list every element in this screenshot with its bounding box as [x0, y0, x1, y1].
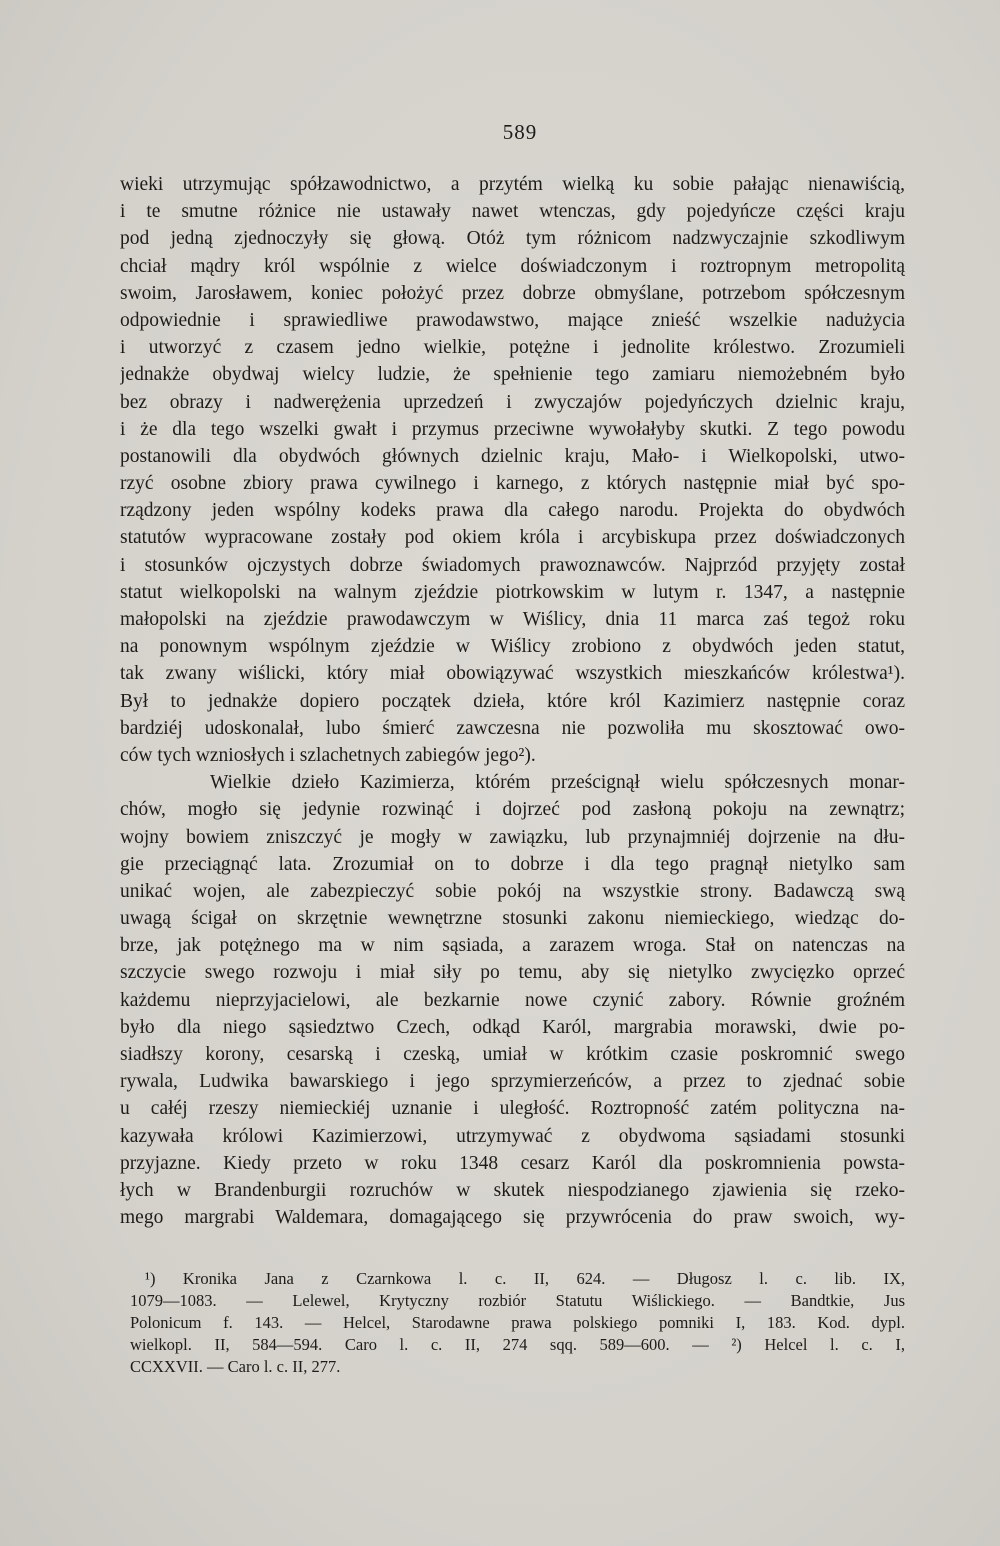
- text-line: przyjazne. Kiedy przeto w roku 1348 cesarz Karól dla poskromnienia powsta-: [120, 1152, 905, 1174]
- text-line: Wielkie dzieło Kazimierza, którém prześcignął wielu spółczesnych monar-: [210, 772, 905, 794]
- text-line: Był to jednakże dopiero początek dzieła, które król Kazimierz następnie coraz: [120, 690, 905, 712]
- text-line: rządzony jeden wspólny kodeks prawa dla całego narodu. Projekta do obydwóch: [120, 500, 905, 522]
- text-line: małopolski na zjeździe prawodawczym w Wiślicy, dnia 11 marca zaś tegoż roku: [120, 609, 905, 630]
- text-line: gie przeciągnąć lata. Zrozumiał on to dobrze i dla tego pragnął nietylko sam: [120, 853, 905, 875]
- text-line: wieki utrzymując spółzawodnictwo, a przytém wielką ku sobie pałając nienawiścią,: [120, 174, 905, 195]
- text-line: postanowili dla obydwóch głównych dzielnic kraju, Mało- i Wielkopolski, utwo-: [120, 445, 905, 467]
- text-line: rywala, Ludwika bawarskiego i jego sprzymierzeńców, a przez to zjednać sobie: [120, 1071, 905, 1093]
- text-line: jednakże obydwaj wielcy ludzie, że spełnienie tego zamiaru niemożebném było: [120, 364, 905, 386]
- text-line: na ponownym wspólnym zjeździe w Wiślicy zrobiono z obydwóch jeden statut,: [120, 636, 905, 658]
- footnote-line: ¹) Kronika Jana z Czarnkowa l. c. II, 624. — Długosz l. c. lib. IX,: [145, 1269, 905, 1288]
- footnote-line: 1079—1083. — Lelewel, Krytyczny rozbiór Statutu Wiślickiego. — Bandtkie, Jus: [130, 1291, 905, 1310]
- footnote-line: wielkopl. II, 584—594. Caro l. c. II, 274 sqq. 589—600. — ²) Helcel l. c. I,: [130, 1335, 905, 1354]
- text-line: pod jedną zjednoczyły się głową. Otóż tym różnicom nadzwyczajnie szkodliwym: [120, 228, 905, 250]
- footnote-line: CCXXVII. — Caro l. c. II, 277.: [130, 1357, 341, 1376]
- text-line: odpowiednie i sprawiedliwe prawodawstwo, mające znieść wszelkie nadużycia: [120, 309, 905, 331]
- text-line: chciał mądry król wspólnie z wielce doświadczonym i roztropnym metropolitą: [120, 255, 905, 277]
- text-line: statut wielkopolski na walnym zjeździe piotrkowskim w lutym r. 1347, a następnie: [120, 581, 905, 603]
- text-line: swoim, Jarosławem, koniec położyć przez dobrze obmyślane, potrzebom spółczesnym: [120, 282, 905, 304]
- text-line: bez obrazy i nadwerężenia uprzedzeń i zwyczajów pojedyńczych dzielnic kraju,: [120, 391, 905, 413]
- text-line: kazywała królowi Kazimierzowi, utrzymywać z obydwoma sąsiadami stosunki: [120, 1125, 905, 1147]
- text-line: było dla niego sąsiedztwo Czech, odkąd Karól, margrabia morawski, dwie po-: [120, 1016, 905, 1038]
- text-line: u całéj rzeszy niemieckiéj uznanie i uległość. Roztropność zatém polityczna na-: [120, 1098, 905, 1120]
- text-line: i utworzyć z czasem jedno wielkie, potężne i jednolite królestwo. Zrozumieli: [120, 337, 905, 359]
- text-line: szczycie swego rozwoju i miał siły po temu, aby się nietylko zwycięzko oprzeć: [120, 962, 905, 984]
- text-line: i stosunków ojczystych dobrze świadomych prawoznawców. Najprzód przyjęty został: [120, 554, 905, 576]
- text-line: statutów wypracowane zostały pod okiem króla i arcybiskupa przez doświadczonych: [120, 527, 905, 549]
- footnote-line: Polonicum f. 143. — Helcel, Starodawne prawa polskiego pomniki I, 183. Kod. dypl.: [130, 1313, 905, 1332]
- text-line: brze, jak potężnego ma w nim sąsiada, a zarazem wroga. Stał on natenczas na: [120, 935, 905, 957]
- footnotes: [130, 1268, 905, 1378]
- text-line: siadłszy korony, cesarską i czeską, umiał w krótkim czasie poskromnić swego: [120, 1044, 905, 1065]
- text-line: mego margrabi Waldemara, domagającego się przywrócenia do praw swoich, wy-: [120, 1207, 905, 1229]
- text-line: bardziéj udoskonalał, lubo śmierć zawczesna nie pozwoliła mu skosztować owo-: [120, 717, 905, 739]
- text-line: rzyć osobne zbiory prawa cywilnego i karnego, z których następnie miał być spo-: [120, 473, 905, 495]
- text-line: łych w Brandenburgii rozruchów w skutek niespodzianego zjawienia się rzeko-: [120, 1179, 905, 1201]
- text-line: tak zwany wiślicki, który miał obowiązywać wszystkich mieszkańców królestwa¹).: [120, 663, 905, 685]
- page-number: 589: [502, 120, 538, 144]
- text-line: każdemu nieprzyjacielowi, ale bezkarnie nowe czynić zabory. Równie groźném: [120, 989, 905, 1011]
- text-line: i że dla tego wszelki gwałt i przymus przeciwne wywołałyby skutki. Z tego powodu: [120, 418, 905, 440]
- text-line: uwagą ścigał on skrzętnie wewnętrzne stosunki zakonu niemieckiego, wiedząc do-: [120, 908, 905, 930]
- text-line: chów, mogło się jedynie rozwinąć i dojrzeć pod zasłoną pokoju na zewnątrz;: [120, 799, 905, 821]
- text-line: ców tych wzniosłych i szlachetnych zabiegów jego²).: [120, 744, 536, 766]
- text-line: wojny bowiem zniszczyć je mogły w zawiązku, lub przynajmniéj dojrzenie na dłu-: [120, 826, 905, 848]
- text-line: unikać wojen, ale zabezpieczyć sobie pokój na wszystkie strony. Badawczą swą: [120, 880, 905, 902]
- text-line: i te smutne różnice nie ustawały nawet wtenczas, gdy pojedyńcze części kraju: [120, 201, 905, 223]
- body-text: [120, 171, 905, 1231]
